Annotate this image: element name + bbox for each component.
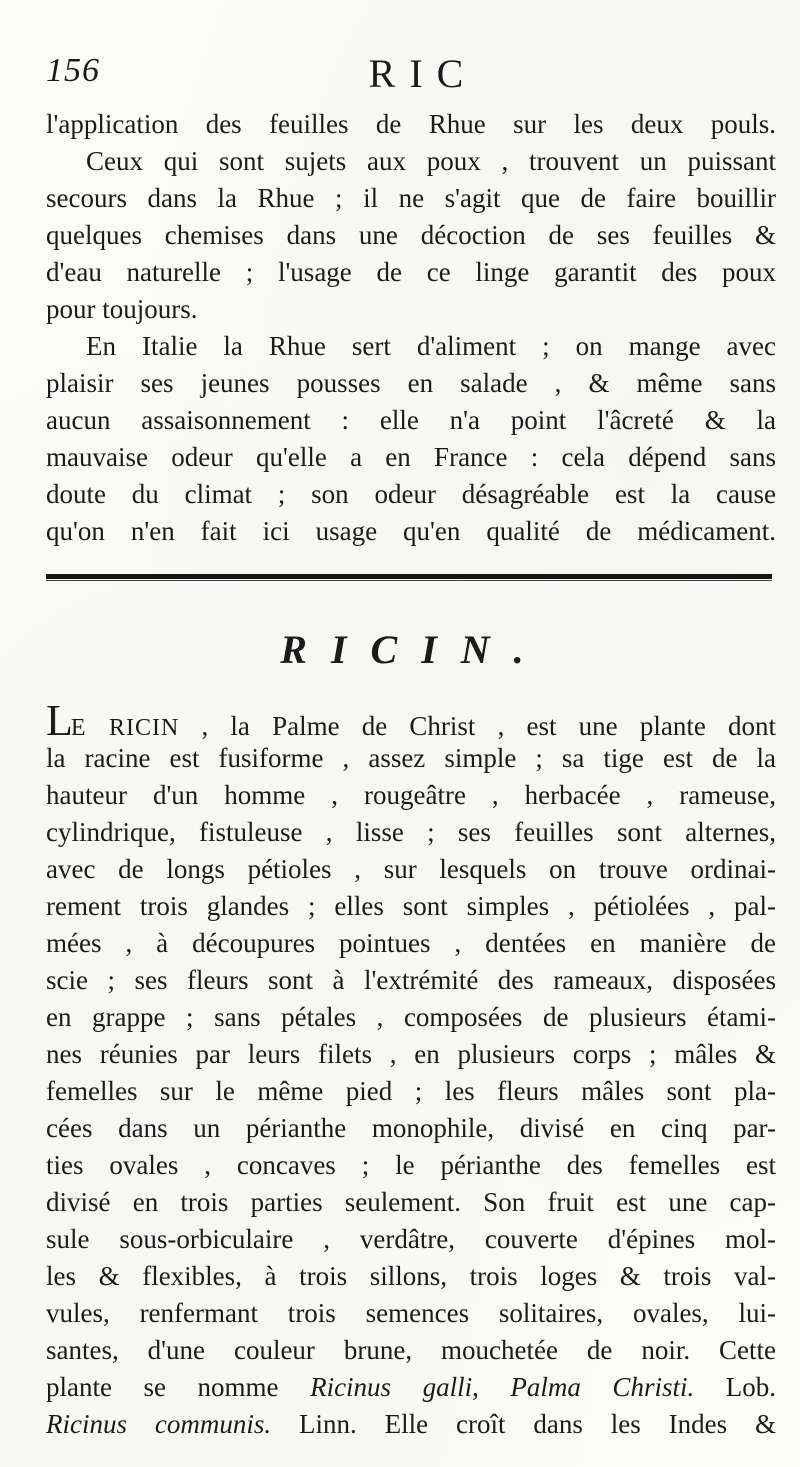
text-line: plaisir ses jeunes pousses en salade , & même sans — [46, 368, 776, 398]
text-line: rement trois glandes ; elles sont simples , pétiolées , pal- — [46, 891, 776, 921]
section-divider — [46, 574, 772, 582]
latin-name: Ricinus galli — [310, 1372, 473, 1402]
text-line: divisé en trois parties seulement. Son fruit est une cap- — [46, 1187, 776, 1217]
text-line: avec de longs pétioles , sur lesquels on trouve ordinai- — [46, 854, 776, 884]
text-line: doute du climat ; son odeur désagréable est la cause — [46, 479, 776, 509]
text-line: cées dans un périanthe monophile, divisé en cinq par- — [46, 1113, 776, 1143]
text-span: plante se nomme — [46, 1372, 311, 1402]
text-line: qu'on n'en fait ici usage qu'en qualité de médicament. — [46, 516, 776, 546]
text-line — [46, 1369, 776, 1405]
page-number: 156 — [46, 52, 100, 89]
divider-thick-line — [46, 574, 772, 579]
text-line — [46, 1406, 776, 1442]
text-line: femelles sur le même pied ; les fleurs mâles sont pla- — [46, 1076, 776, 1106]
text-line: ties ovales , concaves ; le périanthe des femelles est — [46, 1150, 776, 1180]
text-line: les & flexibles, à trois sillons, trois loges & trois val- — [46, 1261, 776, 1291]
text-line: aucun assaisonnement : elle n'a point l'âcreté & la — [46, 405, 776, 435]
latin-name: Palma Christi. — [510, 1372, 695, 1402]
text-line: nes réunies par leurs filets , en plusieurs corps ; mâles & — [46, 1039, 776, 1069]
page-header — [46, 52, 772, 102]
text-line: pour toujours. — [46, 294, 198, 324]
text-line: En Italie la Rhue sert d'aliment ; on mange avec — [86, 331, 776, 361]
text-line: mées , à découpures pointues , dentées en manière de — [46, 928, 776, 958]
running-head: RIC — [368, 51, 478, 96]
text-span: , — [472, 1372, 511, 1402]
text-line: cylindrique, fistuleuse , lisse ; ses feuilles sont alternes, — [46, 817, 776, 847]
entry-headword: E RICIN — [70, 715, 180, 741]
latin-name: Ricinus communis. — [46, 1409, 272, 1439]
text-line: mauvaise odeur qu'elle a en France : cela dépend sans — [46, 442, 776, 472]
text-line: en grappe ; sans pétales , composées de plusieurs étami- — [46, 1002, 776, 1032]
text-line: d'eau naturelle ; l'usage de ce linge garantit des poux — [46, 257, 776, 287]
text-line: l'application des feuilles de Rhue sur les deux pouls. — [46, 109, 776, 139]
text-line: secours dans la Rhue ; il ne s'agit que de faire bouillir — [46, 183, 776, 213]
divider-thin-line — [46, 580, 772, 581]
text-line: hauteur d'un homme , rougeâtre , herbacée , rameuse, — [46, 780, 776, 810]
text-line: quelques chemises dans une décoction de ses feuilles & — [46, 220, 776, 250]
text-span: Lob. — [694, 1372, 776, 1402]
text-line: scie ; ses fleurs sont à l'extrémité des rameaux, disposées — [46, 965, 776, 995]
text-span: Linn. Elle croît dans les Indes & — [271, 1409, 777, 1439]
text-line: santes, d'une couleur brune, mouchetée de noir. Cette — [46, 1335, 776, 1365]
text-line: la racine est fusiforme , assez simple ; sa tige est de la — [46, 743, 776, 773]
drop-cap: L — [46, 696, 71, 745]
text-line: vules, renfermant trois semences solitaires, ovales, lui- — [46, 1298, 776, 1328]
section-title: RICIN. — [280, 627, 548, 672]
text-line: Ceux qui sont sujets aux poux , trouvent un puissant — [86, 146, 776, 176]
text-line: sule sous-orbiculaire , verdâtre, couverte d'épines mol- — [46, 1224, 776, 1254]
text-span: , la Palme de Christ , est une plante dont — [179, 711, 776, 741]
